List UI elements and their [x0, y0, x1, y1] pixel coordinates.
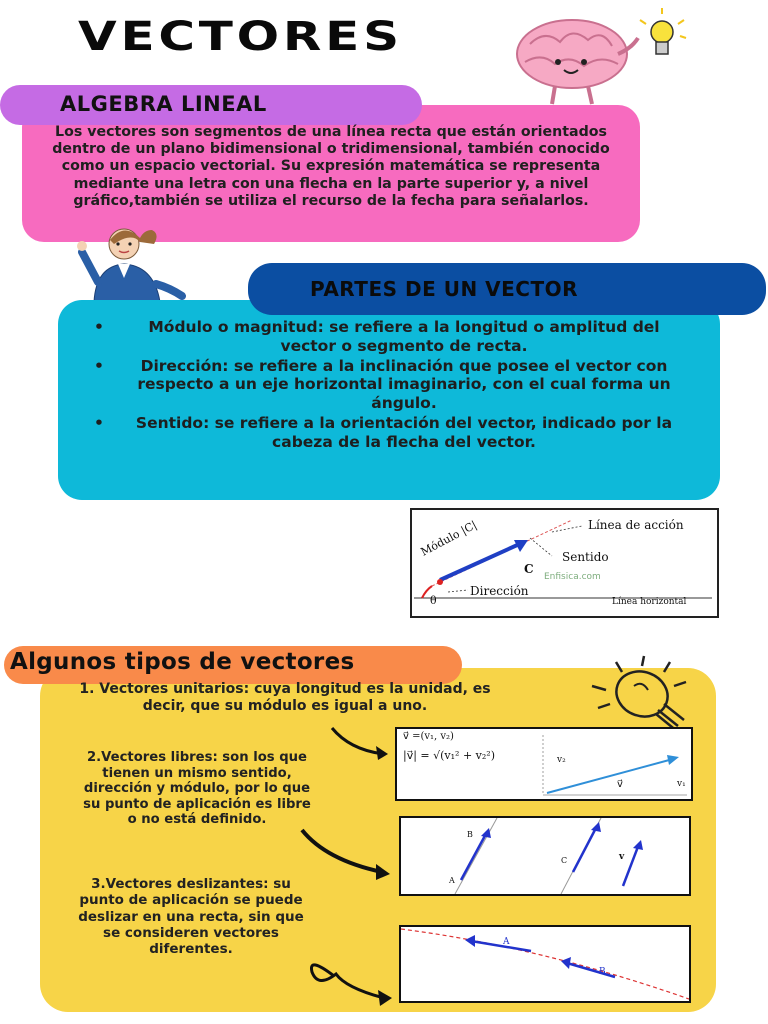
- free-label-a: A: [449, 876, 455, 885]
- free-vectors-panel: [399, 816, 691, 896]
- brain-mascot-icon: [500, 4, 700, 108]
- algebra-lineal-heading: ALGEBRA LINEAL: [60, 92, 267, 116]
- unit-vector-magnitude: |v⃗| = √(v₁² + v₂²): [403, 749, 496, 762]
- partes-heading-pill: [248, 263, 766, 315]
- partes-heading: PARTES DE UN VECTOR: [310, 277, 579, 301]
- linea-horizontal-label: Línea horizontal: [612, 597, 687, 607]
- libres-text: 2.Vectores libres: son los que tienen un mismo sentido, dirección y módulo, por lo que su punto de aplicación es libre o no está definido.: [83, 750, 311, 828]
- unitarios-text: 1. Vectores unitarios: cuya longitud es la unidad, es decir, que su módulo es igual a uno.: [79, 681, 491, 714]
- list-item: • Dirección: se refiere a la inclinación que posee el vector con respecto a un eje horizontal imaginario, con el cual forma un ángulo.: [84, 357, 688, 413]
- linea-accion-label: Línea de acción: [588, 518, 684, 532]
- teacher-illustration-icon: [74, 222, 186, 302]
- list-item: • Sentido: se refiere a la orientación del vector, indicado por la cabeza de la flecha del vector.: [84, 414, 688, 452]
- lightbulb-icon: [586, 652, 702, 738]
- theta-label: θ: [430, 594, 437, 607]
- deslizantes-text: 3.Vectores deslizantes: su punto de aplicación se puede deslizar en una recta, sin que se consideren vectores diferentes.: [78, 876, 304, 958]
- page-title: VECTORES: [78, 14, 403, 60]
- v-label: v⃗: [617, 779, 623, 790]
- slide-label-b: B: [599, 967, 606, 977]
- vector-parts-diagram: [410, 508, 719, 618]
- connector-arrows: [300, 720, 410, 1020]
- free-label-v: v: [619, 852, 625, 862]
- direccion-label: Dirección: [470, 584, 529, 598]
- watermark: Enfisica.com: [544, 572, 601, 582]
- unit-vector-formula: v⃗ =(v₁, v₂): [403, 731, 454, 742]
- free-label-c: C: [561, 856, 568, 865]
- vector-c-label: C: [524, 562, 534, 576]
- tipos-heading: Algunos tipos de vectores: [10, 649, 355, 675]
- tipos-heading-pill: [4, 646, 462, 684]
- algebra-lineal-heading-pill: [0, 85, 422, 125]
- slide-label-a: A: [503, 937, 510, 947]
- unit-vector-panel: [395, 727, 693, 801]
- parts-list: [84, 318, 688, 453]
- list-item: • Módulo o magnitud: se refiere a la longitud o amplitud del vector o segmento de recta.: [84, 318, 688, 356]
- modulo-label: Módulo |C|: [418, 518, 479, 559]
- v2-label: v₂: [557, 755, 566, 765]
- parts-card: [58, 300, 720, 500]
- sentido-label: Sentido: [562, 550, 609, 564]
- v1-label: v₁: [677, 779, 686, 789]
- free-label-b: B: [467, 830, 473, 839]
- definition-text: Los vectores son segmentos de una línea recta que están orientados dentro de un plano bidimensional o tridimensional, también conocido como un espacio vectorial. Su expresión matemática se representa mediante una letra con una flecha en la parte superior y, a nivel gráfico,también se utiliza el recurso de la fecha para señalarlos.: [52, 124, 610, 209]
- sliding-vectors-panel: [399, 925, 691, 1003]
